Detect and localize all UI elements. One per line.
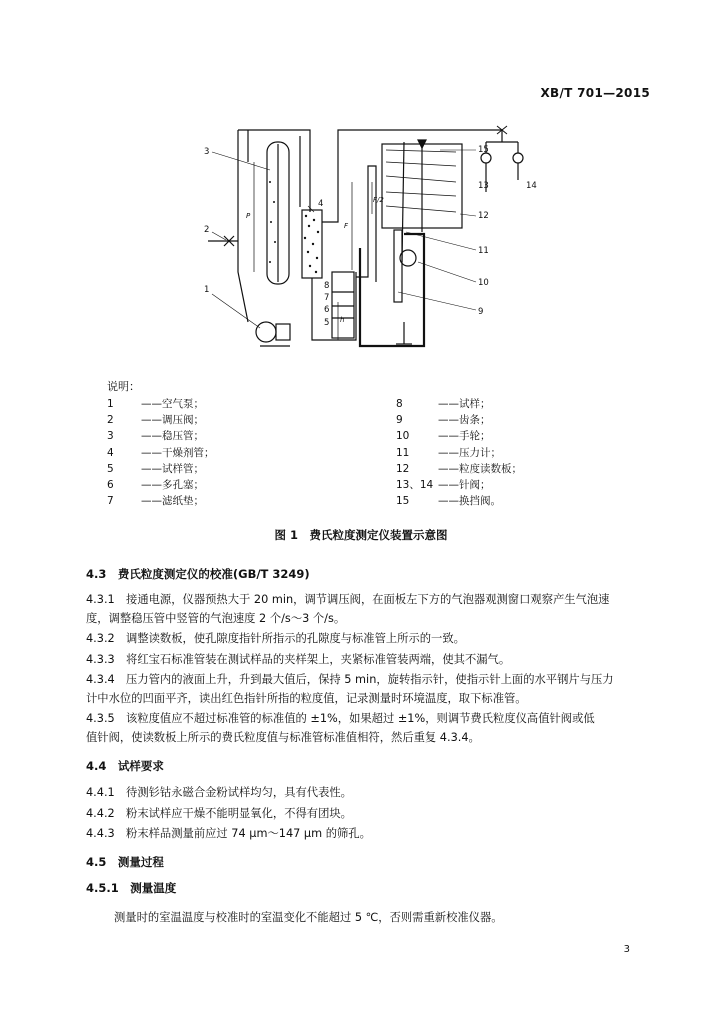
- legend-item: 3 —— 稳压管；: [107, 430, 204, 443]
- tube-left: [238, 130, 248, 322]
- label-P: P: [246, 212, 251, 220]
- paragraph-4-4-2: 4.4.2 粉末试样应干燥不能明显氧化，不得有团块。: [86, 807, 352, 820]
- label-8: 8: [324, 281, 330, 291]
- label-6: 6: [324, 305, 330, 315]
- section-heading-4-5-1: 4.5.1 测量温度: [86, 881, 177, 895]
- section-heading-4-3: 4.3 费氏粒度测定仪的校准(GB/T 3249): [86, 567, 310, 581]
- legend-item: 2 —— 调压阀；: [107, 414, 204, 427]
- legend-item: 9 ——齿条；: [396, 414, 491, 427]
- section-heading-4-5: 4.5 测量过程: [86, 855, 164, 869]
- paragraph-4-3-1b: 度，调整稳压管中竖管的气泡速度 2 个/s～3 个/s。: [86, 612, 346, 625]
- legend-item: 11 ——压力计；: [396, 446, 501, 459]
- legend-title: 说明：: [107, 380, 140, 393]
- label-10: 10: [478, 278, 489, 288]
- section-heading-4-4: 4.4 试样要求: [86, 759, 164, 773]
- label-12: 12: [478, 211, 489, 221]
- paragraph-4-3-5b: 值针阀，使读数板上所示的费氏粒度值与标准管标准值相符，然后重复 4.3.4。: [86, 731, 480, 744]
- paragraph-4-4-1: 4.4.1 待测钐钴永磁合金粉试样均匀，具有代表性。: [86, 786, 352, 799]
- figure-caption: 图 1 费氏粒度测定仪装置示意图: [274, 528, 448, 542]
- apparatus-diagram: [190, 122, 550, 370]
- legend-item: 6 —— 多孔塞；: [107, 479, 204, 492]
- paragraph-4-5-1: 测量时的室温温度与校准时的室温变化不能超过 5 ℃，否则需重新校准仪器。: [114, 911, 503, 924]
- standard-number: XB/T 701—2015: [540, 86, 650, 100]
- label-14: 14: [526, 181, 537, 191]
- legend-item: 10 ——手轮；: [396, 430, 491, 443]
- legend-left: [107, 396, 215, 509]
- label-7: 7: [324, 293, 330, 303]
- label-9: 9: [478, 307, 484, 317]
- sample-tube: [332, 272, 354, 338]
- paragraph-4-3-3: 4.3.3 将红宝石标准管装在测试样品的夹样架上，夹紧标准管装两端，使其不漏气。: [86, 653, 511, 666]
- legend-item: 12 ——粒度读数板；: [396, 462, 522, 475]
- label-F2: F/2: [373, 196, 384, 204]
- label-5: 5: [324, 318, 330, 328]
- legend-item: 13、14 ——针阀；: [396, 479, 491, 492]
- label-11: 11: [478, 246, 489, 256]
- label-2: 2: [204, 225, 210, 235]
- label-15: 15: [478, 145, 489, 155]
- legend-item: 8 ——试样；: [396, 398, 491, 410]
- label-13: 13: [478, 181, 489, 191]
- water-tank: [360, 234, 424, 346]
- legend-item: 1 —— 空气泵；: [107, 398, 204, 410]
- paragraph-4-3-2: 4.3.2 调整读数板，使孔隙度指针所指示的孔隙度与标准管上所示的一致。: [86, 632, 465, 645]
- air-pump: [256, 322, 276, 342]
- paragraph-4-3-4a: 4.3.4 压力管内的液面上升，升到最大值后，保持 5 min，旋转指示针，使指示针上面的水平钢片与压力: [86, 673, 614, 686]
- label-F: F: [344, 222, 349, 230]
- label-h: h: [340, 316, 345, 324]
- legend-item: 7 —— 滤纸垫；: [107, 495, 204, 508]
- paragraph-4-3-5a: 4.3.5 该粒度值应不超过标准管的标准值的 ±1%，如果超过 ±1%，则调节费氏粒度仪高值针阀或低: [86, 712, 595, 725]
- legend-item: 5 —— 试样管；: [107, 462, 204, 475]
- paragraph-4-4-3: 4.4.3 粉末样品测量前应过 74 μm～147 μm 的筛孔。: [86, 827, 371, 840]
- label-3: 3: [204, 147, 210, 157]
- label-4: 4: [318, 199, 324, 209]
- label-1: 1: [204, 285, 210, 295]
- paragraph-4-3-4b: 计中水位的凹面平齐，读出红色指针所指的粒度值，记录测量时环境温度，取下标准管。: [86, 692, 527, 705]
- legend-right: [396, 396, 522, 509]
- paragraph-4-3-1a: 4.3.1 接通电源，仪器预热大于 20 min，调节调压阀，在面板左下方的气泡器观测窗口观察产生气泡速: [86, 593, 610, 606]
- legend-item: 4 —— 干燥剂管；: [107, 446, 215, 459]
- page-number: 3: [623, 944, 630, 955]
- legend-item: 15 ——换挡阀。: [396, 495, 501, 508]
